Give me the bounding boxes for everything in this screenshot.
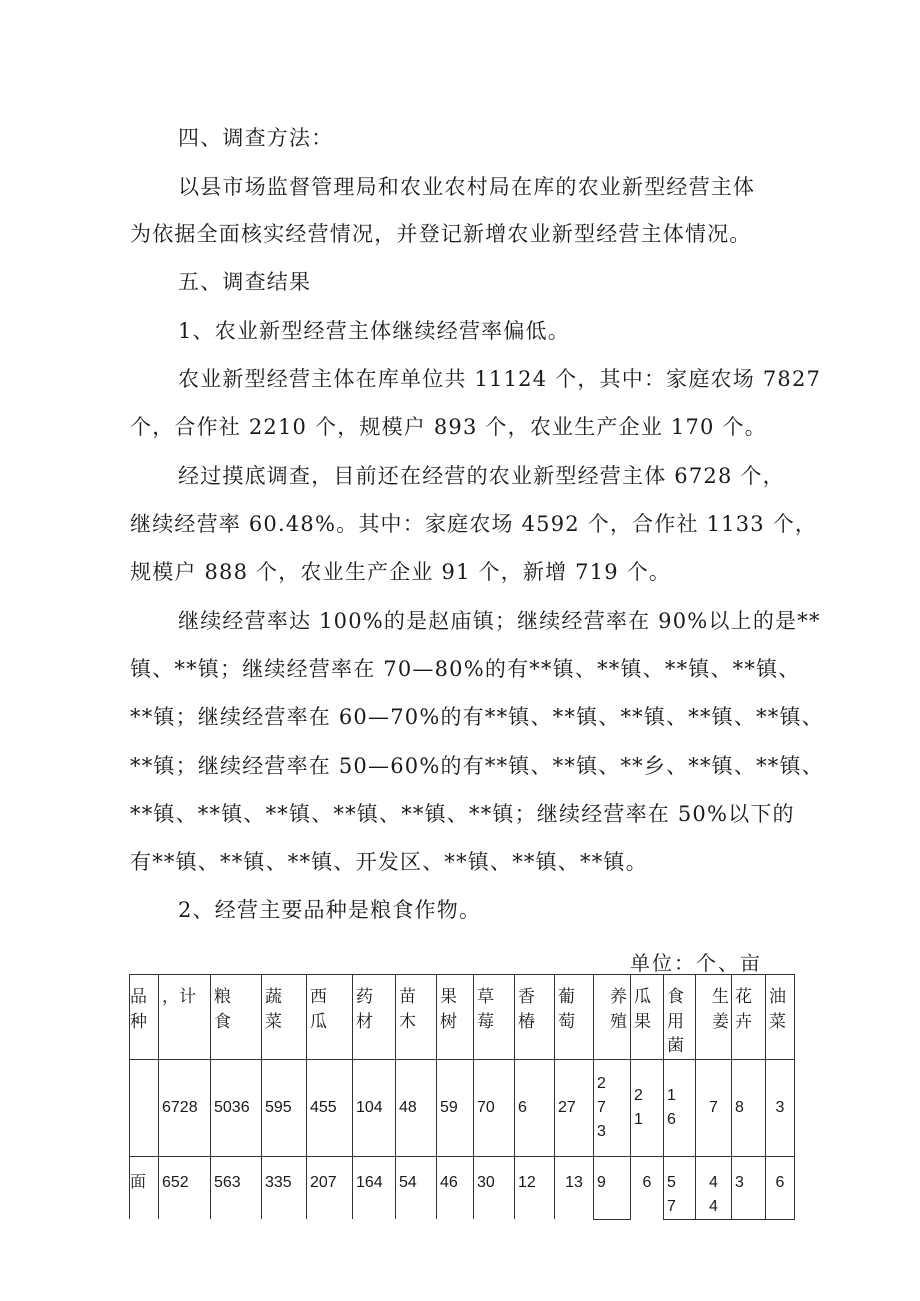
table-row-count	[130, 1059, 795, 1156]
table-cell: 70	[474, 1059, 515, 1156]
table-cell: 563	[211, 1156, 262, 1219]
table-cell	[664, 1156, 696, 1219]
unit-label: 单位：个、亩	[630, 951, 762, 975]
header-cell-label: 瓜果	[634, 987, 651, 1032]
table-row-area	[130, 1156, 795, 1219]
header-cell-label: 西瓜	[310, 987, 327, 1032]
table-cell: 54	[396, 1156, 437, 1219]
header-cell-label: 粮食	[214, 987, 231, 1032]
table-cell: 164	[353, 1156, 396, 1219]
header-cell-label: 花卉	[735, 987, 752, 1032]
table-cell-text: 273	[597, 1074, 606, 1140]
table-cell: 6	[631, 1156, 664, 1219]
table-cell-text: 44	[709, 1173, 718, 1215]
paragraph-heading-results: 五、调查结果	[178, 270, 312, 294]
table-cell	[696, 1156, 732, 1219]
table-cell-text: 16	[667, 1086, 676, 1128]
table-cell: 9	[594, 1156, 631, 1219]
header-cell-label: 食用菌	[667, 987, 684, 1057]
paragraph-text-3e: **镇、**镇、**镇、**镇、**镇、**镇；继续经营率在 50%以下的	[130, 802, 795, 826]
paragraph-heading-method: 四、调查方法：	[178, 126, 334, 150]
table-cell: 5036	[211, 1059, 262, 1156]
table-cell: 7	[696, 1059, 732, 1156]
paragraph-text-2b: 继续经营率 60.48%。其中：家庭农场 4592 个，合作社 1133 个，	[130, 512, 818, 536]
header-cell	[594, 975, 631, 1060]
table-cell: 3	[766, 1059, 795, 1156]
table-cell: 335	[262, 1156, 307, 1219]
header-cell	[396, 975, 437, 1060]
table-header-row	[130, 975, 795, 1060]
table-cell	[130, 1059, 159, 1156]
header-cell-label: 品种	[130, 987, 147, 1032]
header-cell	[307, 975, 353, 1060]
paragraph-text-3a: 继续经营率达 100%的是赵庙镇；继续经营率在 90%以上的是**	[178, 609, 821, 633]
header-cell	[211, 975, 262, 1060]
table-cell: 6728	[159, 1059, 211, 1156]
paragraph-text-1b: 个，合作社 2210 个，规模户 893 个，农业生产企业 170 个。	[130, 415, 767, 439]
table-cell: 207	[307, 1156, 353, 1219]
table-cell: 48	[396, 1059, 437, 1156]
paragraph-text-2a: 经过摸底调查，目前还在经营的农业新型经营主体 6728 个，	[178, 464, 785, 488]
table-cell: 104	[353, 1059, 396, 1156]
table-cell: 46	[437, 1156, 474, 1219]
paragraph-method-body-2: 为依据全面核实经营情况，并登记新增农业新型经营主体情况。	[130, 222, 752, 246]
header-cell	[732, 975, 766, 1060]
header-cell	[474, 975, 515, 1060]
table-cell: 455	[307, 1059, 353, 1156]
paragraph-text-3b: 镇、**镇；继续经营率在 70—80%的有**镇、**镇、**镇、**镇、	[130, 657, 801, 681]
table-cell-text: 21	[634, 1086, 643, 1128]
header-cell	[664, 975, 696, 1060]
paragraph-text-1a: 农业新型经营主体在库单位共 11124 个，其中：家庭农场 7827	[178, 367, 822, 391]
table-cell: 面	[130, 1156, 159, 1219]
table-cell: 8	[732, 1059, 766, 1156]
header-cell	[130, 975, 159, 1060]
header-cell-label: 苗木	[399, 987, 416, 1032]
table-cell: 30	[474, 1156, 515, 1219]
header-cell-label: 养殖	[610, 987, 627, 1032]
table-cell	[594, 1059, 631, 1156]
header-cell-label: 药材	[356, 987, 373, 1032]
header-cell	[696, 975, 732, 1060]
header-cell-label: 葡萄	[558, 987, 575, 1032]
header-cell-label: 油菜	[769, 987, 786, 1032]
table-cell: 3	[732, 1156, 766, 1219]
table-cell: 6	[515, 1059, 555, 1156]
table-cell-text: 57	[667, 1173, 676, 1215]
paragraph-text-3c: **镇；继续经营率在 60—70%的有**镇、**镇、**镇、**镇、**镇、	[130, 705, 824, 729]
paragraph-text-3f: 有**镇、**镇、**镇、开发区、**镇、**镇、**镇。	[130, 850, 648, 874]
crop-variety-table	[129, 974, 795, 1220]
header-cell-label: 生姜	[712, 987, 729, 1032]
header-cell	[555, 975, 594, 1060]
header-cell-label: 香椿	[518, 987, 535, 1032]
header-cell	[631, 975, 664, 1060]
table-cell	[631, 1059, 664, 1156]
table-cell: 59	[437, 1059, 474, 1156]
table-cell	[664, 1059, 696, 1156]
header-cell-label: 草莓	[477, 987, 494, 1032]
paragraph-method-body-1: 以县市场监督管理局和农业农村局在库的农业新型经营主体	[178, 175, 756, 199]
header-cell	[262, 975, 307, 1060]
header-cell	[437, 975, 474, 1060]
table-cell: 6	[766, 1156, 795, 1219]
table-cell: 595	[262, 1059, 307, 1156]
table-cell: 12	[515, 1156, 555, 1219]
header-cell	[353, 975, 396, 1060]
table-cell: 13	[555, 1156, 594, 1219]
header-cell-label: ，计	[162, 987, 196, 1007]
table-cell: 27	[555, 1059, 594, 1156]
header-cell	[766, 975, 795, 1060]
header-cell	[515, 975, 555, 1060]
paragraph-text-3d: **镇；继续经营率在 50—60%的有**镇、**镇、**乡、**镇、**镇、	[130, 754, 824, 778]
paragraph-subheading-1: 1、农业新型经营主体继续经营率偏低。	[178, 319, 570, 343]
paragraph-text-2c: 规模户 888 个，农业生产企业 91 个，新增 719 个。	[130, 560, 672, 584]
table-cell: 652	[159, 1156, 211, 1219]
paragraph-subheading-2: 2、经营主要品种是粮食作物。	[178, 898, 482, 922]
header-cell-label: 果树	[440, 987, 457, 1032]
header-cell	[159, 975, 211, 1060]
header-cell-label: 蔬菜	[265, 987, 282, 1032]
